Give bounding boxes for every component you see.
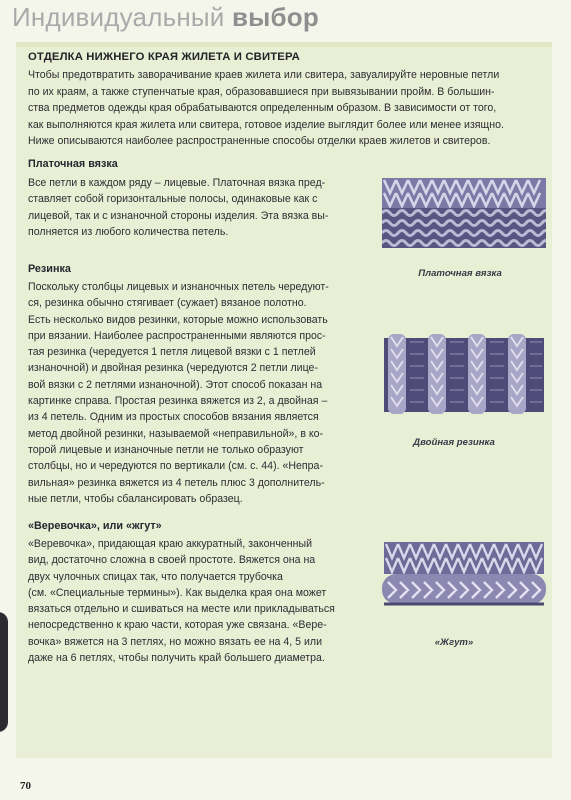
cord-fabric-top <box>384 542 544 574</box>
rib-line: торой лицевые и изнаночные петли не только образуют <box>28 443 304 456</box>
garter-heading: Платочная вязка <box>28 158 118 170</box>
i-cord-swatch <box>382 540 546 614</box>
header-title-bold: выбор <box>231 2 319 32</box>
garter-line: лицевой, так и с изнаночной стороны изделия. Эта вязка вы- <box>28 209 329 222</box>
garter-ridges <box>382 208 546 248</box>
rib-line: метод двойной резинки, называемой «неправильной», в ко- <box>28 427 324 440</box>
rib-line: при вязании. Наиболее распространенными являются прос- <box>28 329 326 342</box>
edge-thumb-mark <box>0 612 8 732</box>
intro-line: ства предметов одежды края обрабатываются определенным образом. В зависимости от того, <box>28 102 497 115</box>
garter-line: полняется из любого количества петель. <box>28 225 229 238</box>
cord-paragraph <box>28 536 335 666</box>
page-number: 70 <box>20 780 31 792</box>
rib-line: вильная» резинка вяжется из 4 петель плюс 3 дополнитель- <box>28 476 325 489</box>
page-header <box>0 0 571 42</box>
cord-line: вид, достаточно сложна в своей простоте. Вяжется она на <box>28 554 316 567</box>
double-rib-swatch <box>382 334 546 418</box>
intro-line: как выполняются края жилета или свитера, готовое изделие выглядит более или менее изящно. <box>28 118 504 131</box>
rib-line: Есть несколько видов резинки, которые можно использовать <box>28 313 328 326</box>
garter-paragraph <box>28 175 328 240</box>
rib-line: столбцы, но и чередуются по вертикали (см. с. 44). «Непра- <box>28 460 323 473</box>
page-header-title <box>12 2 319 33</box>
garter-line: ставляет собой горизонтальные полосы, одинаковые как с <box>28 193 318 206</box>
cord-roll <box>382 574 546 604</box>
garter-stockinette-top <box>382 178 546 208</box>
cord-line: вочка» вяжется на 3 петлях, но можно вязать ее на 4, 5 или <box>28 635 323 648</box>
intro-line: Чтобы предотвратить заворачивание краев жилета или свитера, завуалируйте неровные петли <box>28 69 500 81</box>
intro-line: по их краям, а также ступенчатые края, образовавшиеся при вывязывании пройм. В большин- <box>28 85 495 98</box>
section-title: ОТДЕЛКА НИЖНЕГО КРАЯ ЖИЛЕТА И СВИТЕРА <box>28 51 300 63</box>
cord-line: «Веревочка», придающая краю аккуратный, законченный <box>28 538 313 550</box>
cord-line: вязаться отдельно и сшиваться на месте или прикладываться <box>28 603 335 616</box>
intro-line: Ниже описываются наиболее распространенные способы отделки краев жилетов и свитеров. <box>28 135 491 148</box>
rib-line: изнаночной) и двойная резинка (чередуются 2 петли лице- <box>28 362 318 375</box>
rib-heading: Резинка <box>28 263 71 275</box>
intro-paragraph <box>28 67 542 150</box>
panel-top-strip <box>16 42 552 47</box>
rib-caption: Двойная резинка <box>413 437 495 448</box>
garter-stitch-swatch <box>382 176 546 250</box>
garter-line: Все петли в каждом ряду – лицевые. Платочная вязка пред- <box>28 177 326 189</box>
garter-caption: Платочная вязка <box>418 268 502 279</box>
cord-line: непосредственно к краю части, которая уже связана. «Вере- <box>28 619 327 632</box>
cord-heading: «Веревочка», или «жгут» <box>28 520 162 532</box>
cord-line: двух чулочных спицах так, что получается трубочка <box>28 570 283 583</box>
rib-line: ся, резинка обычно стягивает (сужает) вязаное полотно. <box>28 297 307 310</box>
rib-line: вой вязки с 2 петлями изнаночной). Этот способ показан на <box>28 378 323 391</box>
rib-line: тая резинка (чередуется 1 петля лицевой вязки с 1 петлей <box>28 346 316 359</box>
rib-line: Поскольку столбцы лицевых и изнаночных петель чередуют- <box>28 281 329 293</box>
rib-line: ные петли, чтобы сбалансировать образец. <box>28 492 243 505</box>
header-title-light: Индивидуальный <box>12 2 225 32</box>
rib-line: картинке справа. Простая резинка вяжется из 2, а двойная – <box>28 395 328 408</box>
cord-line: даже на 6 петлях, чтобы получить край большего диаметра. <box>28 652 325 665</box>
cord-caption: «Жгут» <box>434 637 474 648</box>
rib-line: из 4 петель. Одним из простых способов вязания является <box>28 411 319 424</box>
cord-line: (см. «Специальные термины»). Как выделка края она может <box>28 586 327 599</box>
rib-paragraph <box>28 279 329 507</box>
